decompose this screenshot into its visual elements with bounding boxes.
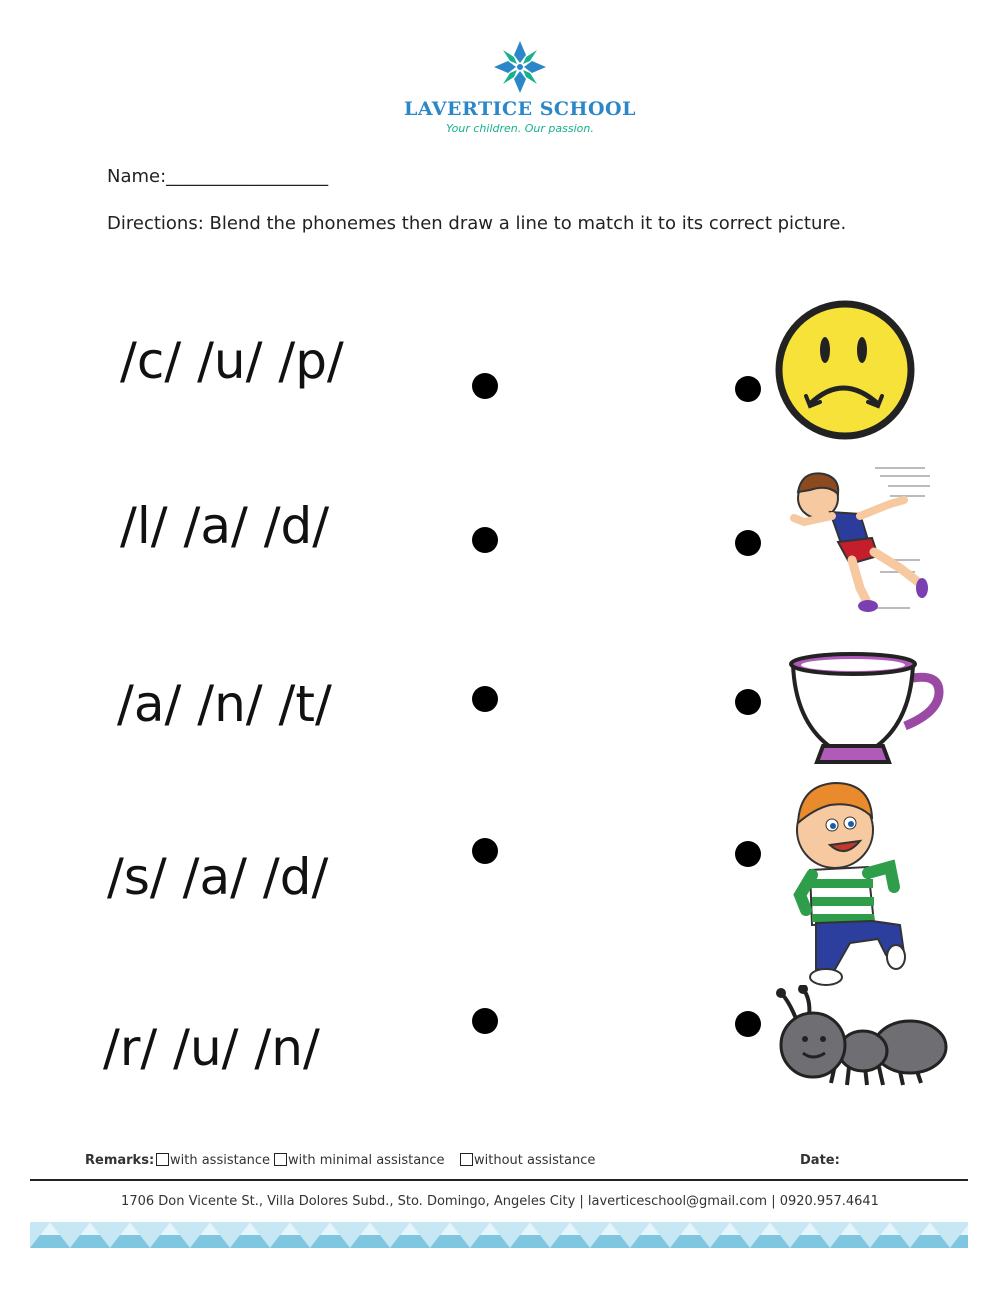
phoneme-word-4: /s/ /a/ /d/ bbox=[107, 848, 329, 906]
option-label: without assistance bbox=[474, 1153, 596, 1168]
checkbox-minimal-assistance[interactable] bbox=[274, 1153, 287, 1166]
right-match-dot-4[interactable] bbox=[735, 841, 761, 867]
phoneme-word-5: /r/ /u/ /n/ bbox=[103, 1019, 320, 1077]
remark-option-minimal-assistance[interactable] bbox=[274, 1153, 445, 1168]
left-match-dot-4[interactable] bbox=[472, 838, 498, 864]
school-name: LAVERTICE SCHOOL bbox=[404, 98, 636, 120]
logo-emblem-icon bbox=[482, 38, 558, 96]
left-match-dot-3[interactable] bbox=[472, 686, 498, 712]
checkbox-without-assistance[interactable] bbox=[460, 1153, 473, 1166]
right-match-dot-2[interactable] bbox=[735, 530, 761, 556]
date-label: Date: bbox=[800, 1153, 840, 1168]
school-address: 1706 Don Vicente St., Villa Dolores Subd., Sto. Domingo, Angeles City | laverticeschool@gmail.com | 0920.957.4641 bbox=[121, 1194, 879, 1209]
decorative-triangle-banner bbox=[30, 1222, 968, 1248]
name-field-label: Name:__________________ bbox=[107, 166, 329, 187]
remark-option-without-assistance[interactable] bbox=[460, 1153, 595, 1168]
remark-option-with-assistance[interactable] bbox=[156, 1153, 270, 1168]
remarks-label: Remarks: bbox=[85, 1153, 155, 1168]
sad-face-icon bbox=[770, 298, 920, 443]
ant-icon bbox=[775, 985, 950, 1090]
left-match-dot-2[interactable] bbox=[472, 527, 498, 553]
running-boy-icon bbox=[780, 460, 940, 618]
directions-text: Directions: Blend the phonemes then draw a line to match it to its correct picture. bbox=[107, 213, 847, 234]
phoneme-word-1: /c/ /u/ /p/ bbox=[120, 332, 344, 390]
phoneme-word-2: /l/ /a/ /d/ bbox=[120, 497, 330, 555]
left-match-dot-1[interactable] bbox=[472, 373, 498, 399]
left-match-dot-5[interactable] bbox=[472, 1008, 498, 1034]
happy-boy-icon bbox=[790, 775, 920, 990]
school-logo bbox=[400, 38, 640, 138]
phoneme-word-3: /a/ /n/ /t/ bbox=[117, 675, 332, 733]
right-match-dot-3[interactable] bbox=[735, 689, 761, 715]
footer-divider bbox=[30, 1179, 968, 1181]
right-match-dot-1[interactable] bbox=[735, 376, 761, 402]
option-label: with assistance bbox=[170, 1153, 271, 1168]
option-label: with minimal assistance bbox=[288, 1153, 445, 1168]
school-tagline: Your children. Our passion. bbox=[446, 122, 594, 135]
checkbox-with-assistance[interactable] bbox=[156, 1153, 169, 1166]
right-match-dot-5[interactable] bbox=[735, 1011, 761, 1037]
cup-icon bbox=[785, 650, 945, 770]
